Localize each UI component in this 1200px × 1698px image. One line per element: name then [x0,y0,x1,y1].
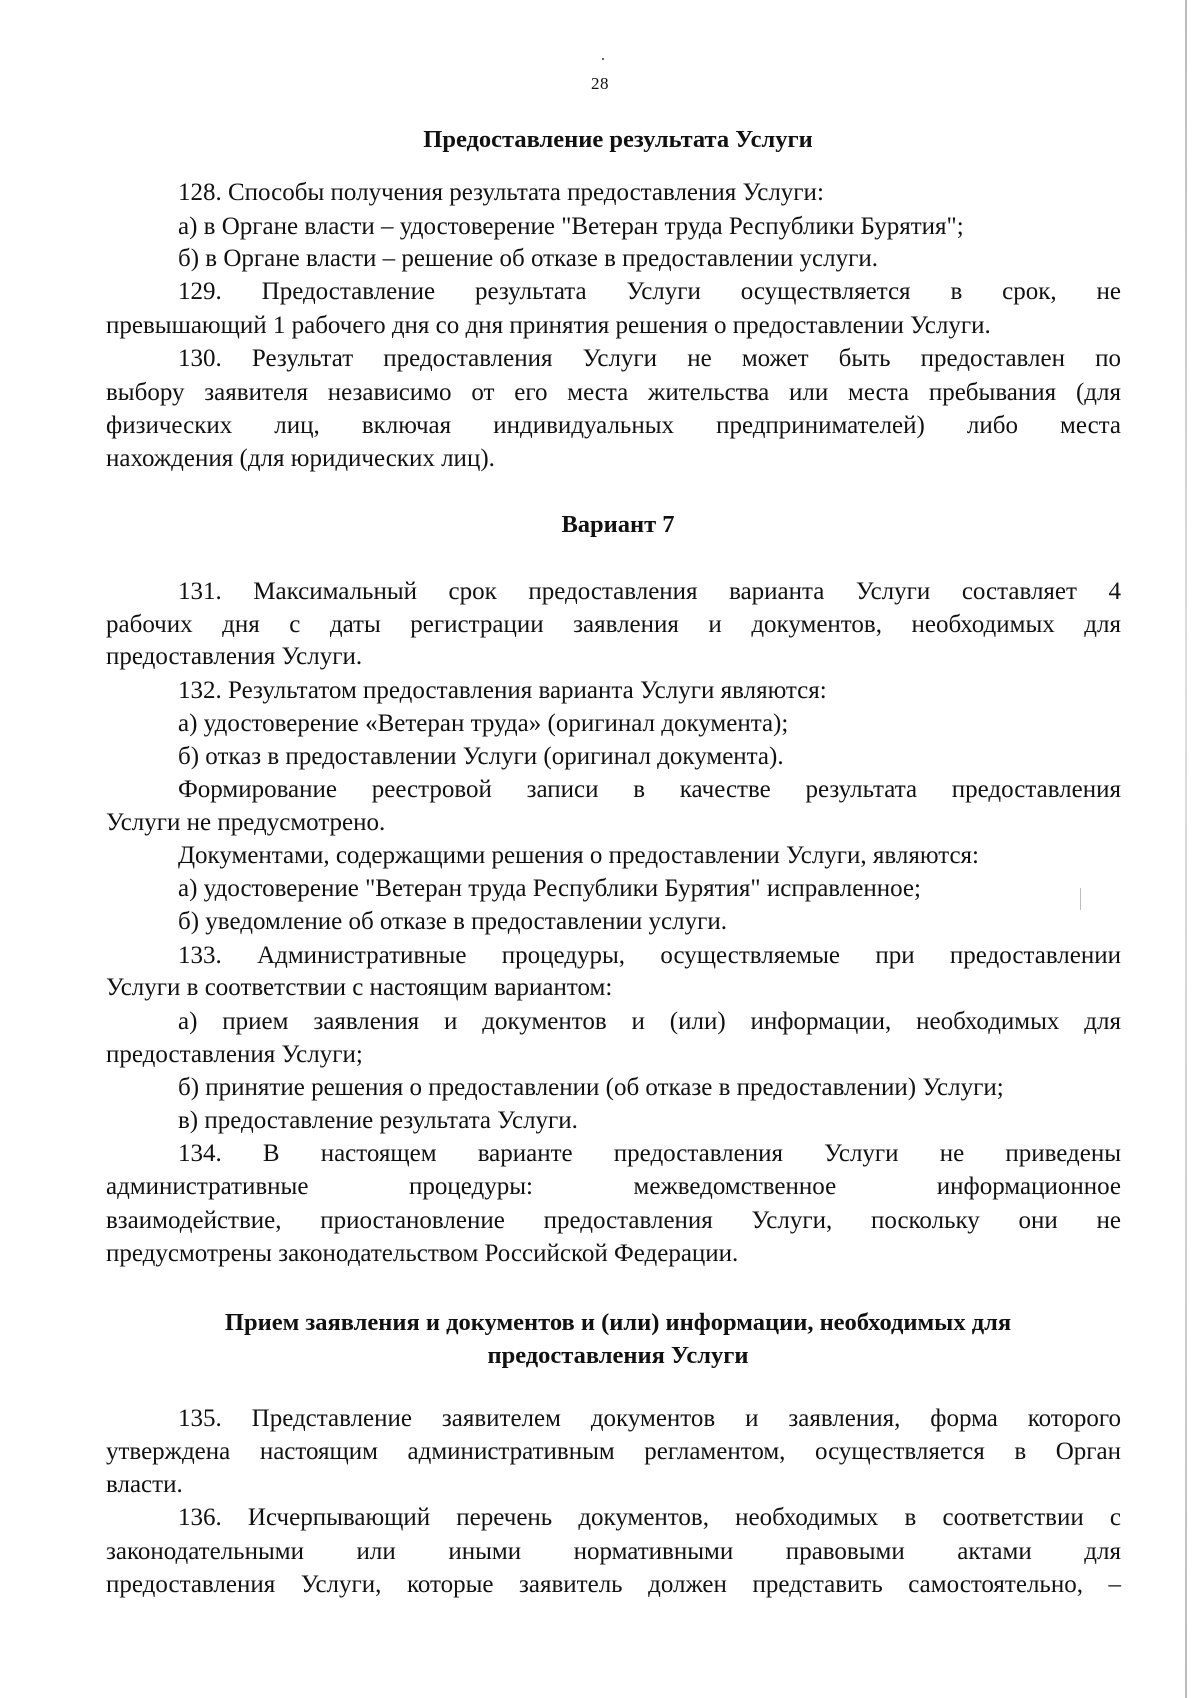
paragraph-line: физических лиц, включая индивидуальных предпринимателей) либо места [106,412,1121,439]
paragraph-line: 132. Результатом предоставления варианта Услуги являются: [178,677,827,704]
paragraph-line: Услуги не предусмотрено. [106,809,386,836]
scan-edge [1185,0,1187,1698]
scan-speck [1080,888,1081,910]
paragraph-line: предоставления Услуги. [106,643,363,670]
paragraph-line: 136. Исчерпывающий перечень документов, необходимых в соответствии с [178,1504,1121,1531]
paragraph-line: Услуги в соответствии с настоящим вариантом: [106,974,613,1001]
paragraph-line: превышающий 1 рабочего дня со дня принятия решения о предоставлении Услуги. [106,312,991,339]
paragraph-line: а) в Органе власти – удостоверение "Ветеран труда Республики Бурятия"; [178,213,964,240]
paragraph-line: предусмотрены законодательством Российской Федерации. [106,1240,739,1267]
paragraph-line: Документами, содержащими решения о предоставлении Услуги, являются: [178,842,979,869]
paragraph-line: административные процедуры: межведомственное информационное [106,1173,1121,1200]
paragraph-line: законодательными или иными нормативными правовыми актами для [106,1538,1121,1565]
paragraph-line: 129. Предоставление результата Услуги осуществляется в срок, не [178,278,1121,305]
section-heading-reception: Прием заявления и документов и (или) информации, необходимых для [224,1309,1012,1336]
paragraph-line: выбору заявителя независимо от его места жительства или места пребывания (для [106,379,1121,406]
paragraph-line: б) принятие решения о предоставлении (об отказе в предоставлении) Услуги; [178,1074,1004,1101]
paragraph-line: б) отказ в предоставлении Услуги (оригинал документа). [178,743,784,770]
paragraph-line: б) в Органе власти – решение об отказе в предоставлении услуги. [178,245,878,272]
paragraph-line: в) предоставление результата Услуги. [178,1107,578,1134]
paragraph-line: Формирование реестровой записи в качестве результата предоставления [178,776,1121,803]
paragraph-line: б) уведомление об отказе в предоставлении услуги. [178,908,727,935]
paragraph-line: 130. Результат предоставления Услуги не может быть предоставлен по [178,345,1121,372]
section-heading-reception: предоставления Услуги [487,1342,749,1369]
section-heading-result: Предоставление результата Услуги [423,126,813,153]
paragraph-line: а) удостоверение «Ветеран труда» (оригинал документа); [178,710,789,737]
paragraph-line: предоставления Услуги, которые заявитель должен представить самостоятельно, – [106,1571,1121,1598]
paragraph-line: нахождения (для юридических лиц). [106,445,495,472]
paragraph-line: рабочих дня с даты регистрации заявления и документов, необходимых для [106,611,1121,638]
paragraph-line: а) прием заявления и документов и (или) информации, необходимых для [178,1008,1121,1035]
paragraph-line: власти. [106,1471,183,1498]
paragraph-line: 134. В настоящем варианте предоставления Услуги не приведены [178,1140,1121,1167]
paragraph-line: 131. Максимальный срок предоставления варианта Услуги составляет 4 [178,578,1121,605]
paragraph-line: 133. Административные процедуры, осуществляемые при предоставлении [178,942,1121,969]
paragraph-line: утверждена настоящим административным регламентом, осуществляется в Орган [106,1438,1121,1465]
paragraph-line: предоставления Услуги; [106,1041,363,1068]
section-heading-variant: Вариант 7 [561,511,675,538]
scan-speck [602,58,604,60]
page-number: 28 [591,74,609,93]
paragraph-line: 135. Представление заявителем документов и заявления, форма которого [178,1405,1121,1432]
paragraph-line: 128. Способы получения результата предоставления Услуги: [178,179,824,206]
paragraph-line: взаимодействие, приостановление предоставления Услуги, поскольку они не [106,1207,1121,1234]
paragraph-line: а) удостоверение "Ветеран труда Республики Бурятия" исправленное; [178,875,921,902]
